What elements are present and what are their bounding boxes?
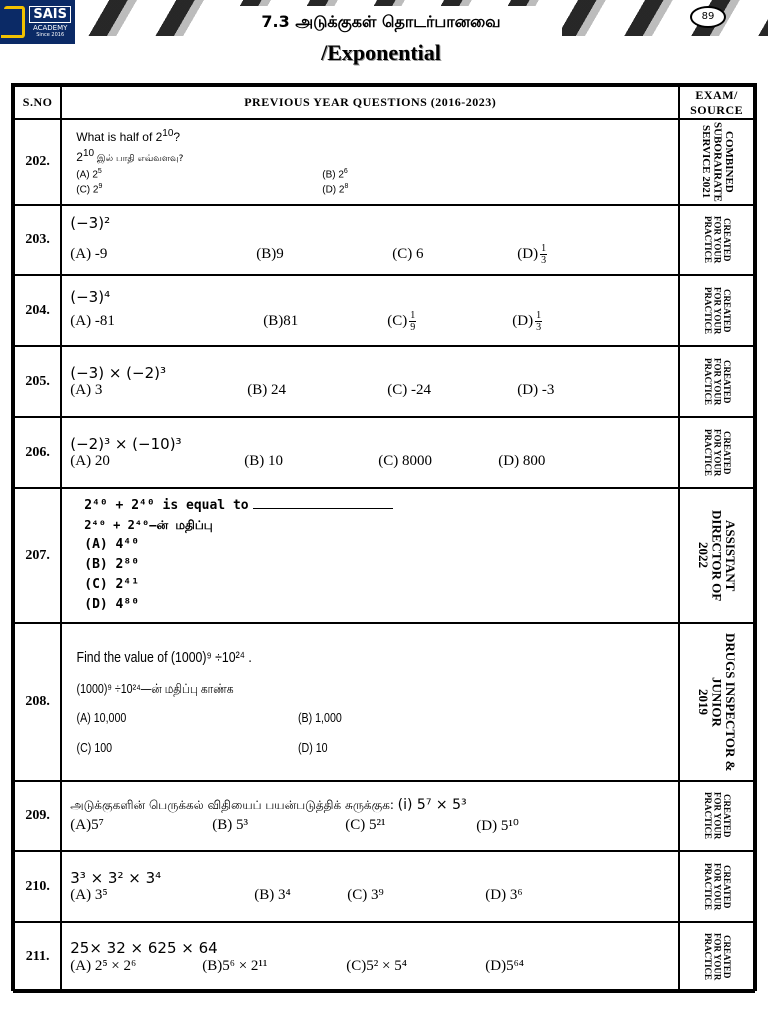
question-text: What is half of $2^{10}$? [76,128,181,145]
questions-table [11,83,757,991]
option-b: (B) 5³ [212,817,248,834]
exam-source: ASSISTANT DIRECTOR OF 2022 [679,488,754,623]
exam-source: CREATED FOR YOUR PRACTICE [679,781,754,851]
question-207 [61,488,679,623]
option-a: (A)5⁷ [70,817,104,834]
option-a: (A) 10,000 [76,710,127,726]
option-c: (C) $\frac{1}{9}$ [387,310,416,334]
option-c: (C) 3⁹ [347,887,384,904]
question-209 [61,781,679,851]
option-b: (B)9 [256,245,284,262]
option-b: (B) 3⁴ [254,887,291,904]
question-204 [61,275,679,346]
question-text-tamil: $2^{10}$ இல் பாதி எவ்வளவு? [76,148,184,165]
option-d: (D) -3 [517,382,555,399]
option-d: (D) 10 [298,739,328,755]
option-d: (D) 3⁶ [485,887,523,904]
option-c: (C) 5²¹ [345,817,386,834]
option-c: (C) -24 [387,382,431,399]
question-210 [61,851,679,922]
exam-source: CREATED FOR YOUR PRACTICE [679,922,754,992]
option-c: (C) 6 [392,245,424,262]
question-number: 209. [14,781,61,851]
question-number: 202. [14,119,61,205]
question-expression: (−3) × (−2)³ [70,363,166,382]
question-205 [61,346,679,417]
question-expression: (−3)⁴ [70,287,111,306]
table-row [14,781,754,851]
option-a: (A) -9 [70,245,108,262]
table-row [14,488,754,623]
option-b: (B)81 [263,313,299,330]
question-number: 208. [14,623,61,781]
page-number-badge: 89 [690,6,726,28]
option-c: (C) $2^9$ [76,183,103,196]
exam-source: CREATED FOR YOUR PRACTICE [679,851,754,922]
exam-source: CREATED FOR YOUR PRACTICE [679,205,754,275]
option-b: (B) 24 [247,382,286,399]
option-b: (B) 10 [244,453,283,470]
option-b: (B) $2^6$ [322,167,348,181]
option-c: (C)5² × 5⁴ [346,957,407,974]
option-d: (D) 4⁸⁰ [84,597,140,612]
question-211 [61,922,679,992]
question-202 [61,119,679,205]
option-d: (D) 800 [498,453,546,470]
option-a: (A) 4⁴⁰ [84,536,140,552]
question-expression: 25× 32 × 625 × 64 [70,939,218,958]
question-text: அடுக்குகளின் பெருக்கல் விதியைப் பயன்படுத்திக் சுருக்குக: (i) 5⁷ × 5³ [70,796,467,813]
option-d: (D) 5¹⁰ [476,818,519,835]
table-row [14,623,754,781]
question-text-tamil: (1000)⁹ ÷10²⁴—ன் மதிப்பு காண்க [76,680,234,696]
table-row [14,851,754,922]
option-c: (C) 100 [76,739,113,755]
question-text: Find the value of (1000)⁹ ÷10²⁴ . [76,648,253,666]
question-expression: 3³ × 3² × 3⁴ [70,868,162,887]
exam-source: CREATED FOR YOUR PRACTICE [679,346,754,417]
option-d: (D) $2^8$ [322,183,349,196]
question-number: 211. [14,922,61,992]
column-header-sno: S.NO [14,86,61,119]
table-row [14,417,754,488]
chapter-title: 7.3 அடுக்குகள் தொடர்பானவை [261,12,501,31]
question-number: 207. [14,488,61,623]
option-d: (D)5⁶⁴ [485,957,525,974]
column-header-questions: PREVIOUS YEAR QUESTIONS (2016-2023) [61,86,679,119]
question-208 [61,623,679,781]
option-a: (A) 3⁵ [70,887,108,904]
table-row [14,275,754,346]
question-expression: (−2)³ × (−10)³ [70,434,182,453]
option-b: (B)5⁶ × 2¹¹ [202,957,268,974]
option-c: (C) 8000 [378,453,432,470]
option-a: (A) 3 [70,382,103,399]
option-a: (A) 2⁵ × 2⁶ [70,957,137,974]
option-c: (C) 2⁴¹ [84,576,140,592]
chapter-subtitle: /Exponential [321,40,441,65]
table-row [14,922,754,992]
sais-academy-logo [0,0,75,44]
question-number: 205. [14,346,61,417]
table-row [14,205,754,275]
question-text: 2⁴⁰ + 2⁴⁰ is equal to [84,496,670,516]
logo-brand: SAIS [29,6,71,23]
option-a: (A) -81 [70,313,115,330]
question-206 [61,417,679,488]
question-text-tamil: 2⁴⁰ + 2⁴⁰—ன் மதிப்பு [84,517,213,532]
question-number: 203. [14,205,61,275]
question-number: 210. [14,851,61,922]
option-b: (B) 2⁸⁰ [84,556,140,572]
question-203 [61,205,679,275]
exam-source: CREATED FOR YOUR PRACTICE [679,417,754,488]
option-d: (D) $\frac{1}{3}$ [517,242,547,266]
table-header-row [14,86,754,119]
option-a: (A) $2^5$ [76,167,102,181]
logo-sub: ACADEMY [32,24,68,32]
logo-since: Since 2016 [36,32,65,38]
table-row [14,119,754,205]
question-number: 206. [14,417,61,488]
logo-mark-icon [4,6,25,38]
exam-source: COMBINED SUBORAIRATE SERVICE 2021 [679,119,754,205]
option-b: (B) 1,000 [298,710,343,726]
table-row [14,346,754,417]
option-d: (D) $\frac{1}{3}$ [512,310,542,334]
exam-source: CREATED FOR YOUR PRACTICE [679,275,754,346]
option-a: (A) 20 [70,453,110,470]
question-expression: (−3)² [70,214,111,233]
exam-source: DRUGS INSPECTOR & JUNIOR 2019 [679,623,754,781]
question-number: 204. [14,275,61,346]
column-header-source: EXAM/ SOURCE [679,86,754,119]
